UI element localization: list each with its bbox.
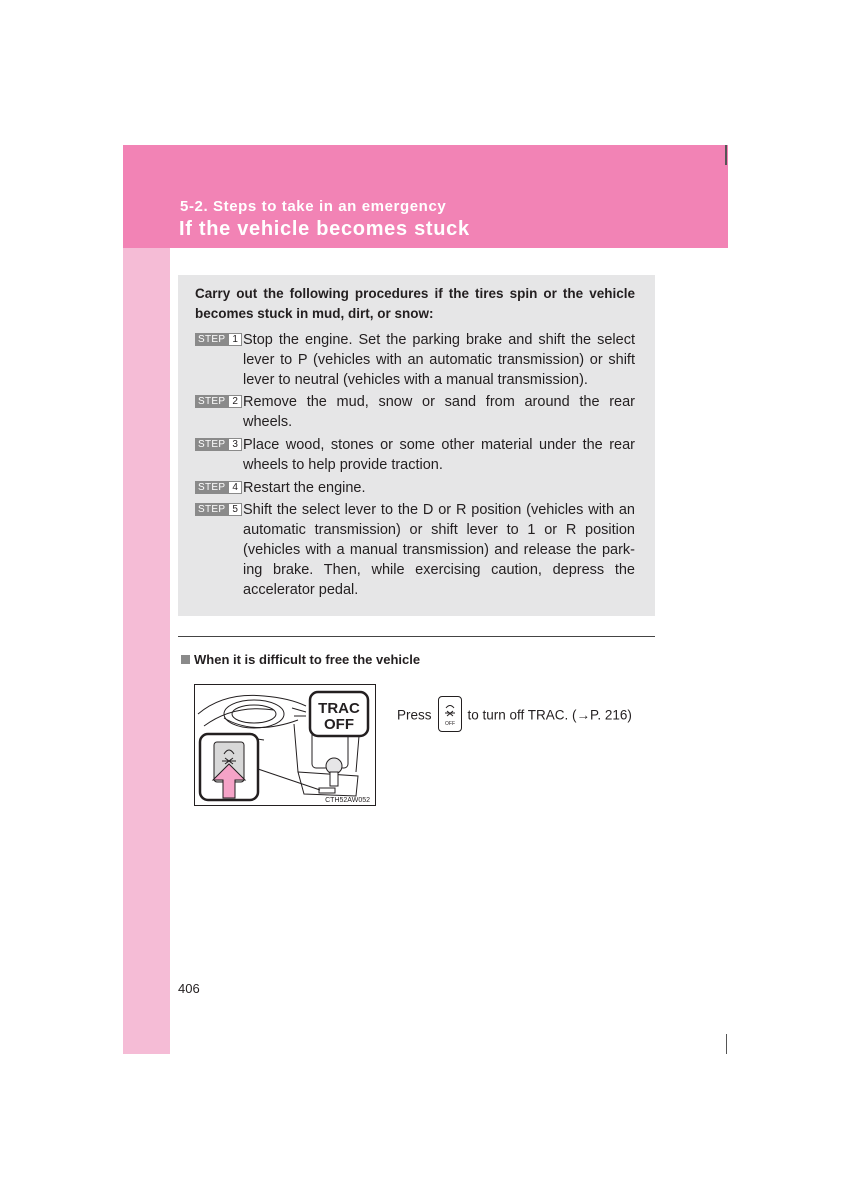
step-badge xyxy=(195,395,242,408)
step-word: STEP xyxy=(195,438,228,451)
procedure-intro: Carry out the following procedures if the tires spin or the vehicle becomes stuck in mud, dirt, or snow: xyxy=(195,286,635,321)
trac-off-illustration xyxy=(194,684,376,806)
bullet-square-icon xyxy=(181,655,190,664)
note-heading-text: When it is difficult to free the vehicle xyxy=(194,652,421,667)
trac-off-button-icon xyxy=(438,696,462,732)
step-text: Remove the mud, snow or sand from around the rear wheels. xyxy=(243,394,635,430)
crop-mark-bottom xyxy=(726,1034,727,1054)
step-word: STEP xyxy=(195,481,228,494)
step-number: 2 xyxy=(228,395,242,408)
step-1 xyxy=(195,330,635,390)
page-number: 406 xyxy=(178,981,200,996)
step-text: Place wood, stones or some other material under the rear wheels to help provide traction. xyxy=(243,437,635,473)
press-rest-text: to turn off TRAC. (→P. 216) xyxy=(467,707,632,723)
step-word: STEP xyxy=(195,333,228,346)
section-label: 5-2. Steps to take in an emergency xyxy=(180,198,447,215)
divider xyxy=(178,636,655,637)
step-number: 4 xyxy=(228,481,242,494)
step-number: 1 xyxy=(228,333,242,346)
step-3 xyxy=(195,435,635,475)
callout-off-text: OFF xyxy=(324,716,354,733)
side-band xyxy=(123,248,170,1054)
step-text: Stop the engine. Set the parking brake and shift the select lever to P (vehicles with an automatic transmission) or shift lever to neutral (vehicles with a manual transmission). xyxy=(243,332,635,388)
step-badge xyxy=(195,438,242,451)
button-icon-label: OFF xyxy=(444,721,455,727)
step-text: Shift the select lever to the D or R position (vehicles with an automatic transmission) or shift lever to 1 or R position (vehicles with a manual transmission) and release the park-ing brake. Then, while exercising caution, depress the accelerator pedal. xyxy=(243,502,635,598)
press-word: Press xyxy=(397,707,432,723)
step-badge xyxy=(195,481,242,494)
step-text: Restart the engine. xyxy=(243,480,366,496)
page-title: If the vehicle becomes stuck xyxy=(179,218,470,240)
callout-trac-text: TRAC xyxy=(318,700,360,717)
illustration-code: CTH52AW052 xyxy=(325,797,370,804)
step-word: STEP xyxy=(195,503,228,516)
step-word: STEP xyxy=(195,395,228,408)
step-badge xyxy=(195,503,242,516)
step-badge xyxy=(195,333,242,346)
step-2 xyxy=(195,392,635,432)
step-4 xyxy=(195,478,635,498)
trac-off-callout xyxy=(310,692,368,736)
press-instruction xyxy=(397,698,632,734)
note-heading xyxy=(181,652,420,667)
step-number: 3 xyxy=(228,438,242,451)
step-5 xyxy=(195,500,635,600)
crop-mark-top xyxy=(725,145,727,165)
step-number: 5 xyxy=(228,503,242,516)
